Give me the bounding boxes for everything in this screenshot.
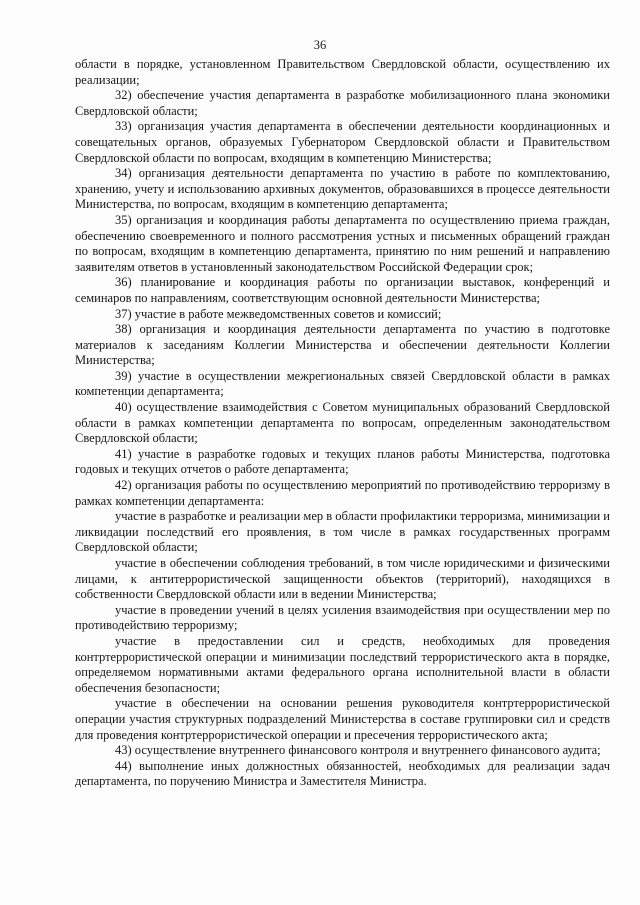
paragraph-item-39: 39) участие в осуществлении межрегиональных связей Свердловской области в рамках компетенции департамента; — [75, 368, 610, 399]
paragraph-item-38: 38) организация и координация деятельности департамента по участию в подготовке материалов к заседаниям Коллегии Министерства и обеспечении деятельности Коллегии Министерства; — [75, 322, 610, 368]
paragraph-item-32: 32) обеспечение участия департамента в разработке мобилизационного плана экономики Свердловской области; — [75, 88, 610, 118]
paragraph-item-36: 36) планирование и координация работы по организации выставок, конференций и семинаров по направлениям, соответствующим основной деятельности Министерства; — [75, 275, 610, 305]
paragraph-item-43: 43) осуществление внутреннего финансового контроля и внутреннего финансового аудита; — [115, 743, 601, 758]
paragraph-item-40: 40) осуществление взаимодействия с Советом муниципальных образований Свердловской области в рамках компетенции департамента по вопросам, определенным законодательством Свердловской области; — [75, 400, 610, 446]
paragraph-subitem-exercises: участие в проведении учений в целях усиления взаимодействия при осуществлении мер по противодействию терроризму; — [75, 602, 610, 633]
paragraph-continuation: области в порядке, установленном Правительством Свердловской области, осуществлению их реализации; — [75, 57, 610, 87]
paragraph-subitem-operation: участие в обеспечении на основании решения руководителя контртеррористической операции участия структурных подразделений Министерства в составе группировки сил и средств для проведения контртеррористической операции и пресечения террористического акта; — [75, 696, 610, 742]
page-number: 36 — [313, 38, 327, 52]
paragraph-subitem-protection: участие в обеспечении соблюдения требований, в том числе юридическими и физическими лицами, к антитеррористической защищенности объектов (территорий), находящихся в собственности Свердловской области или в ведении Министерства; — [75, 556, 610, 602]
paragraph-item-34: 34) организация деятельности департамента по участию в работе по комплектованию, хранению, учету и использованию архивных документов, образовавшихся в процессе деятельности Министерства, по вопросам, входящим в компетенцию департамента; — [75, 166, 610, 212]
paragraph-subitem-forces: участие в предоставлении сил и средств, необходимых для проведения контртеррористической операции и минимизации последствий террористического акта в порядке, определяемом нормативными актами федерального органа исполнительной власти в области обеспечения безопасности; — [75, 633, 610, 695]
paragraph-subitem-prevention: участие в разработке и реализации мер в области профилактики терроризма, минимизации и ликвидации последствий его проявления, в том числе в рамках государственных программ Свердловской области; — [75, 509, 610, 555]
paragraph-item-41: 41) участие в разработке годовых и текущих планов работы Министерства, подготовка годовых и текущих отчетов о работе департамента; — [75, 446, 610, 477]
paragraph-item-33: 33) организация участия департамента в обеспечении деятельности координационных и совещательных органов, образуемых Губернатором Свердловской области и Правительством Свердловской области по вопросам, входящим в компетенцию Министерства; — [75, 119, 610, 165]
document-body — [75, 57, 610, 790]
paragraph-item-35: 35) организация и координация работы департамента по осуществлению приема граждан, обеспечению своевременного и полного рассмотрения устных и письменных обращений граждан по вопросам, входящим в компетенцию департамента, принятию по ним решений и направлению заявителям ответов в установленный законодательством Российской Федерации срок; — [75, 212, 610, 274]
paragraph-item-37: 37) участие в работе межведомственных советов и комиссий; — [115, 306, 442, 321]
paragraph-item-44: 44) выполнение иных должностных обязанностей, необходимых для реализации задач департамента, по поручению Министра и Заместителя Министра. — [75, 758, 610, 789]
paragraph-item-42: 42) организация работы по осуществлению мероприятий по противодействию терроризму в рамках компетенции департамента: — [75, 478, 610, 508]
